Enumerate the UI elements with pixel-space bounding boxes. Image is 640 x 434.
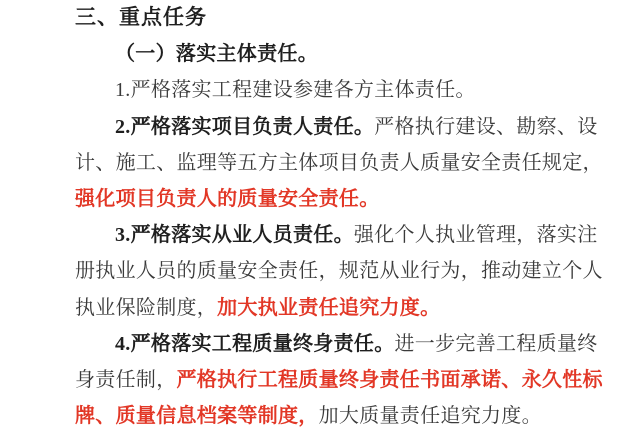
text-segment: 强化个人执业管理，落实注 [353, 224, 598, 247]
text-segment: 加大执业责任追究力度。 [217, 296, 441, 319]
text-line [75, 253, 603, 289]
text-line [75, 109, 598, 145]
text-line [75, 290, 580, 326]
text-segment: 册执业人员的质量安全责任，规范从业行为，推动建立个人 [75, 260, 603, 283]
text-segment: 严格执行建设、勘察、设 [374, 115, 598, 138]
text-segment: （一）落实主体责任。 [115, 43, 318, 66]
text-segment: 4.严格落实工程质量终身责任。 [115, 332, 395, 355]
text-line [75, 36, 580, 72]
text-segment: 计、施工、监理等五方主体项目负责人质量安全责任规定， [75, 151, 603, 174]
text-line [75, 398, 580, 434]
text-segment: 2.严格落实项目负责人责任。 [115, 115, 375, 138]
text-line [75, 326, 598, 362]
text-line [75, 145, 603, 181]
document-body [75, 36, 603, 434]
text-segment: 强化项目负责人的质量安全责任。 [75, 187, 380, 210]
text-line [75, 217, 598, 253]
text-line [75, 72, 580, 108]
text-segment: 1.严格落实工程建设参建各方主体责任。 [115, 79, 476, 102]
text-segment: 加大质量责任追究力度。 [318, 405, 542, 428]
section-heading: 三、重点任务 [75, 6, 207, 29]
text-segment: 身责任制， [75, 368, 177, 391]
text-line [75, 181, 580, 217]
text-segment: 严格执行工程质量终身责任书面承诺、永久性标 [176, 368, 603, 391]
text-segment: 3.严格落实从业人员责任。 [115, 224, 354, 247]
text-segment: 执业保险制度， [75, 296, 218, 319]
text-line [75, 362, 603, 398]
text-segment: 牌、质量信息档案等制度， [75, 405, 319, 428]
text-segment: 进一步完善工程质量终 [394, 332, 598, 355]
